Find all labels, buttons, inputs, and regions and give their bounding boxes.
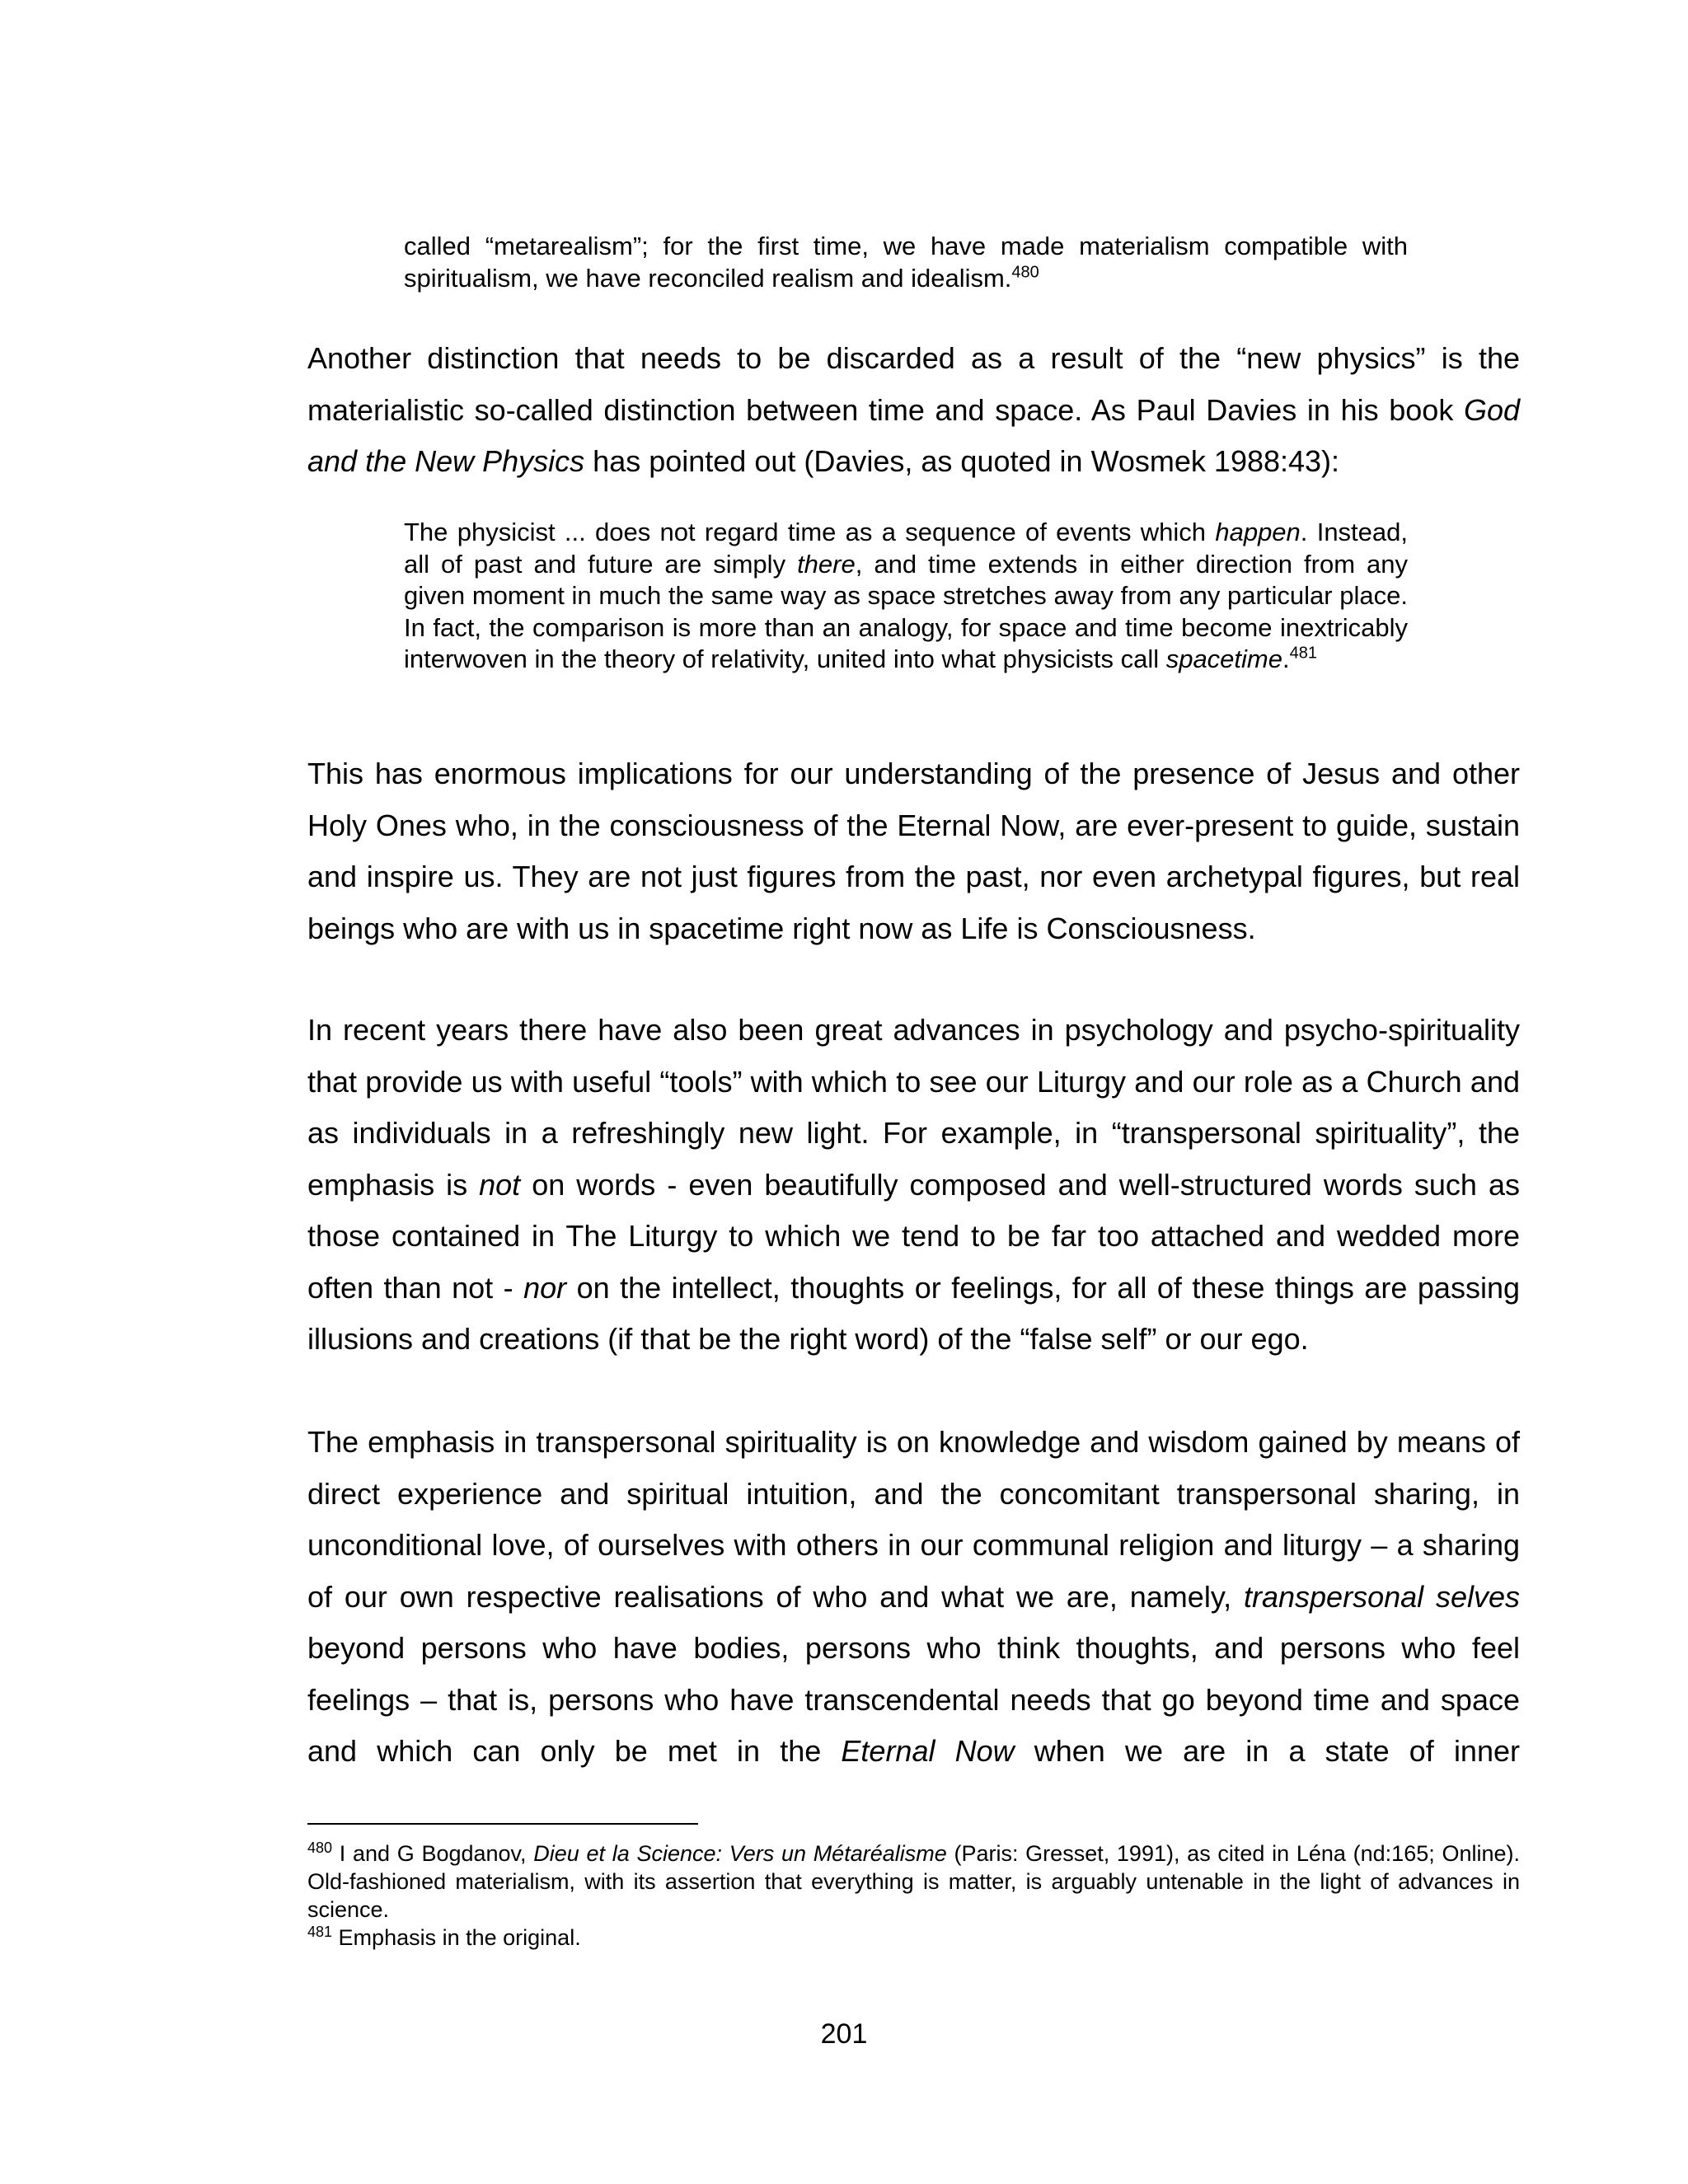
quote-text: . Instead, all of past and future are simply <box>404 518 1409 579</box>
paragraph-text: on words - even beautifully composed and well-structured words such as those contained in The Liturgy to which we tend to be far too attached and wedded more often than not - <box>307 1167 1520 1305</box>
emphasis: Eternal Now <box>841 1734 1015 1768</box>
paragraph-text: Another distinction that needs to be discarded as a result of the “new physics” is the materialistic so-called distinction between time and space. As Paul Davies in his book <box>307 341 1520 427</box>
footnote-text: Emphasis in the original. <box>332 1925 581 1950</box>
footnote-text: (Paris: Gresset, 1991), as cited in Léna (nd:165; Online). Old-fashioned materialism, with its assertion that everything is matter, is arguably untenable in the light of advances in science. <box>307 1841 1520 1922</box>
paragraph-time-space <box>307 333 1520 488</box>
paragraph-implications: This has enormous implications for our understanding of the presence of Jesus and other Holy Ones who, in the consciousness of the Eternal Now, are ever-present to guide, sustain and inspire us. They are not just figures from the past, nor even archetypal figures, but real beings who are with us in spacetime right now as Life is Consciousness. <box>307 757 1520 945</box>
emphasis: spacetime <box>1165 644 1282 673</box>
paragraph-psychology <box>307 1005 1520 1366</box>
paragraph-text: The emphasis in transpersonal spirituality is on knowledge and wisdom gained by means of direct experience and spiritual intuition, and the concomitant transpersonal sharing, in unconditional love, of ourselves with others in our communal religion and liturgy – a sharing of our own respective realisations of who and what we are, namely, <box>307 1425 1520 1614</box>
footnote-number: 481 <box>307 1924 333 1940</box>
emphasis: happen <box>1215 518 1301 546</box>
emphasis: transpersonal selves <box>1244 1579 1521 1614</box>
quote-text: The physicist ... does not regard time as a sequence of events which <box>404 518 1216 546</box>
page-number: 201 <box>820 2018 868 2050</box>
quote-text: called “metarealism”; for the first time, we have made materialism compatible with spiritualism, we have reconciled realism and idealism. <box>404 232 1408 293</box>
paragraph-text: when we are in a state of inner <box>1014 1734 1520 1768</box>
footnotes <box>307 1840 1520 1952</box>
quote-text: , and time extends in either direction from any given moment in much the same way as space stretches away from any particular place. In fact, the comparison is more than an analogy, for space and time become inextricably interwoven in the theory of relativity, united into what physicists call <box>404 549 1408 673</box>
footnote-separator <box>307 1823 698 1825</box>
paragraph-transpersonal <box>307 1417 1520 1778</box>
block-quote-davies <box>404 517 1408 676</box>
footnote-480 <box>307 1840 1520 1924</box>
paragraph-text: beyond persons who have bodies, persons who think thoughts, and persons who feel feelings – that is, persons who have transcendental needs that go beyond time and space and which can only be met in the <box>307 1631 1520 1768</box>
emphasis: there <box>797 549 856 579</box>
footnote-text: I and G Bogdanov, <box>332 1841 534 1866</box>
book-title: God and the New Physics <box>307 392 1520 478</box>
paragraph-text: on the intellect, thoughts or feelings, for all of these things are passing illusions and creations (if that be the right word) of the “false self” or our ego. <box>307 1270 1520 1356</box>
emphasis: nor <box>523 1270 567 1305</box>
footnote-number: 480 <box>307 1840 333 1856</box>
footnote-ref-481[interactable]: 481 <box>1289 644 1317 663</box>
footnote-book-title: Dieu et la Science: Vers un Métaréalisme <box>533 1841 947 1866</box>
footnote-ref-480[interactable]: 480 <box>1011 263 1039 282</box>
quote-text: . <box>1282 644 1290 673</box>
paragraph-text: In recent years there have also been great advances in psychology and psycho-spirituality that provide us with useful “tools” with which to see our Liturgy and our role as a Church and as individuals in a refreshingly new light. For example, in “transpersonal spirituality”, the emphasis is <box>307 1013 1520 1202</box>
paragraph-text: has pointed out (Davies, as quoted in Wosmek 1988:43): <box>584 444 1340 478</box>
footnote-481 <box>307 1924 1520 1952</box>
emphasis: not <box>479 1167 521 1202</box>
block-quote-metarealism <box>404 231 1408 294</box>
